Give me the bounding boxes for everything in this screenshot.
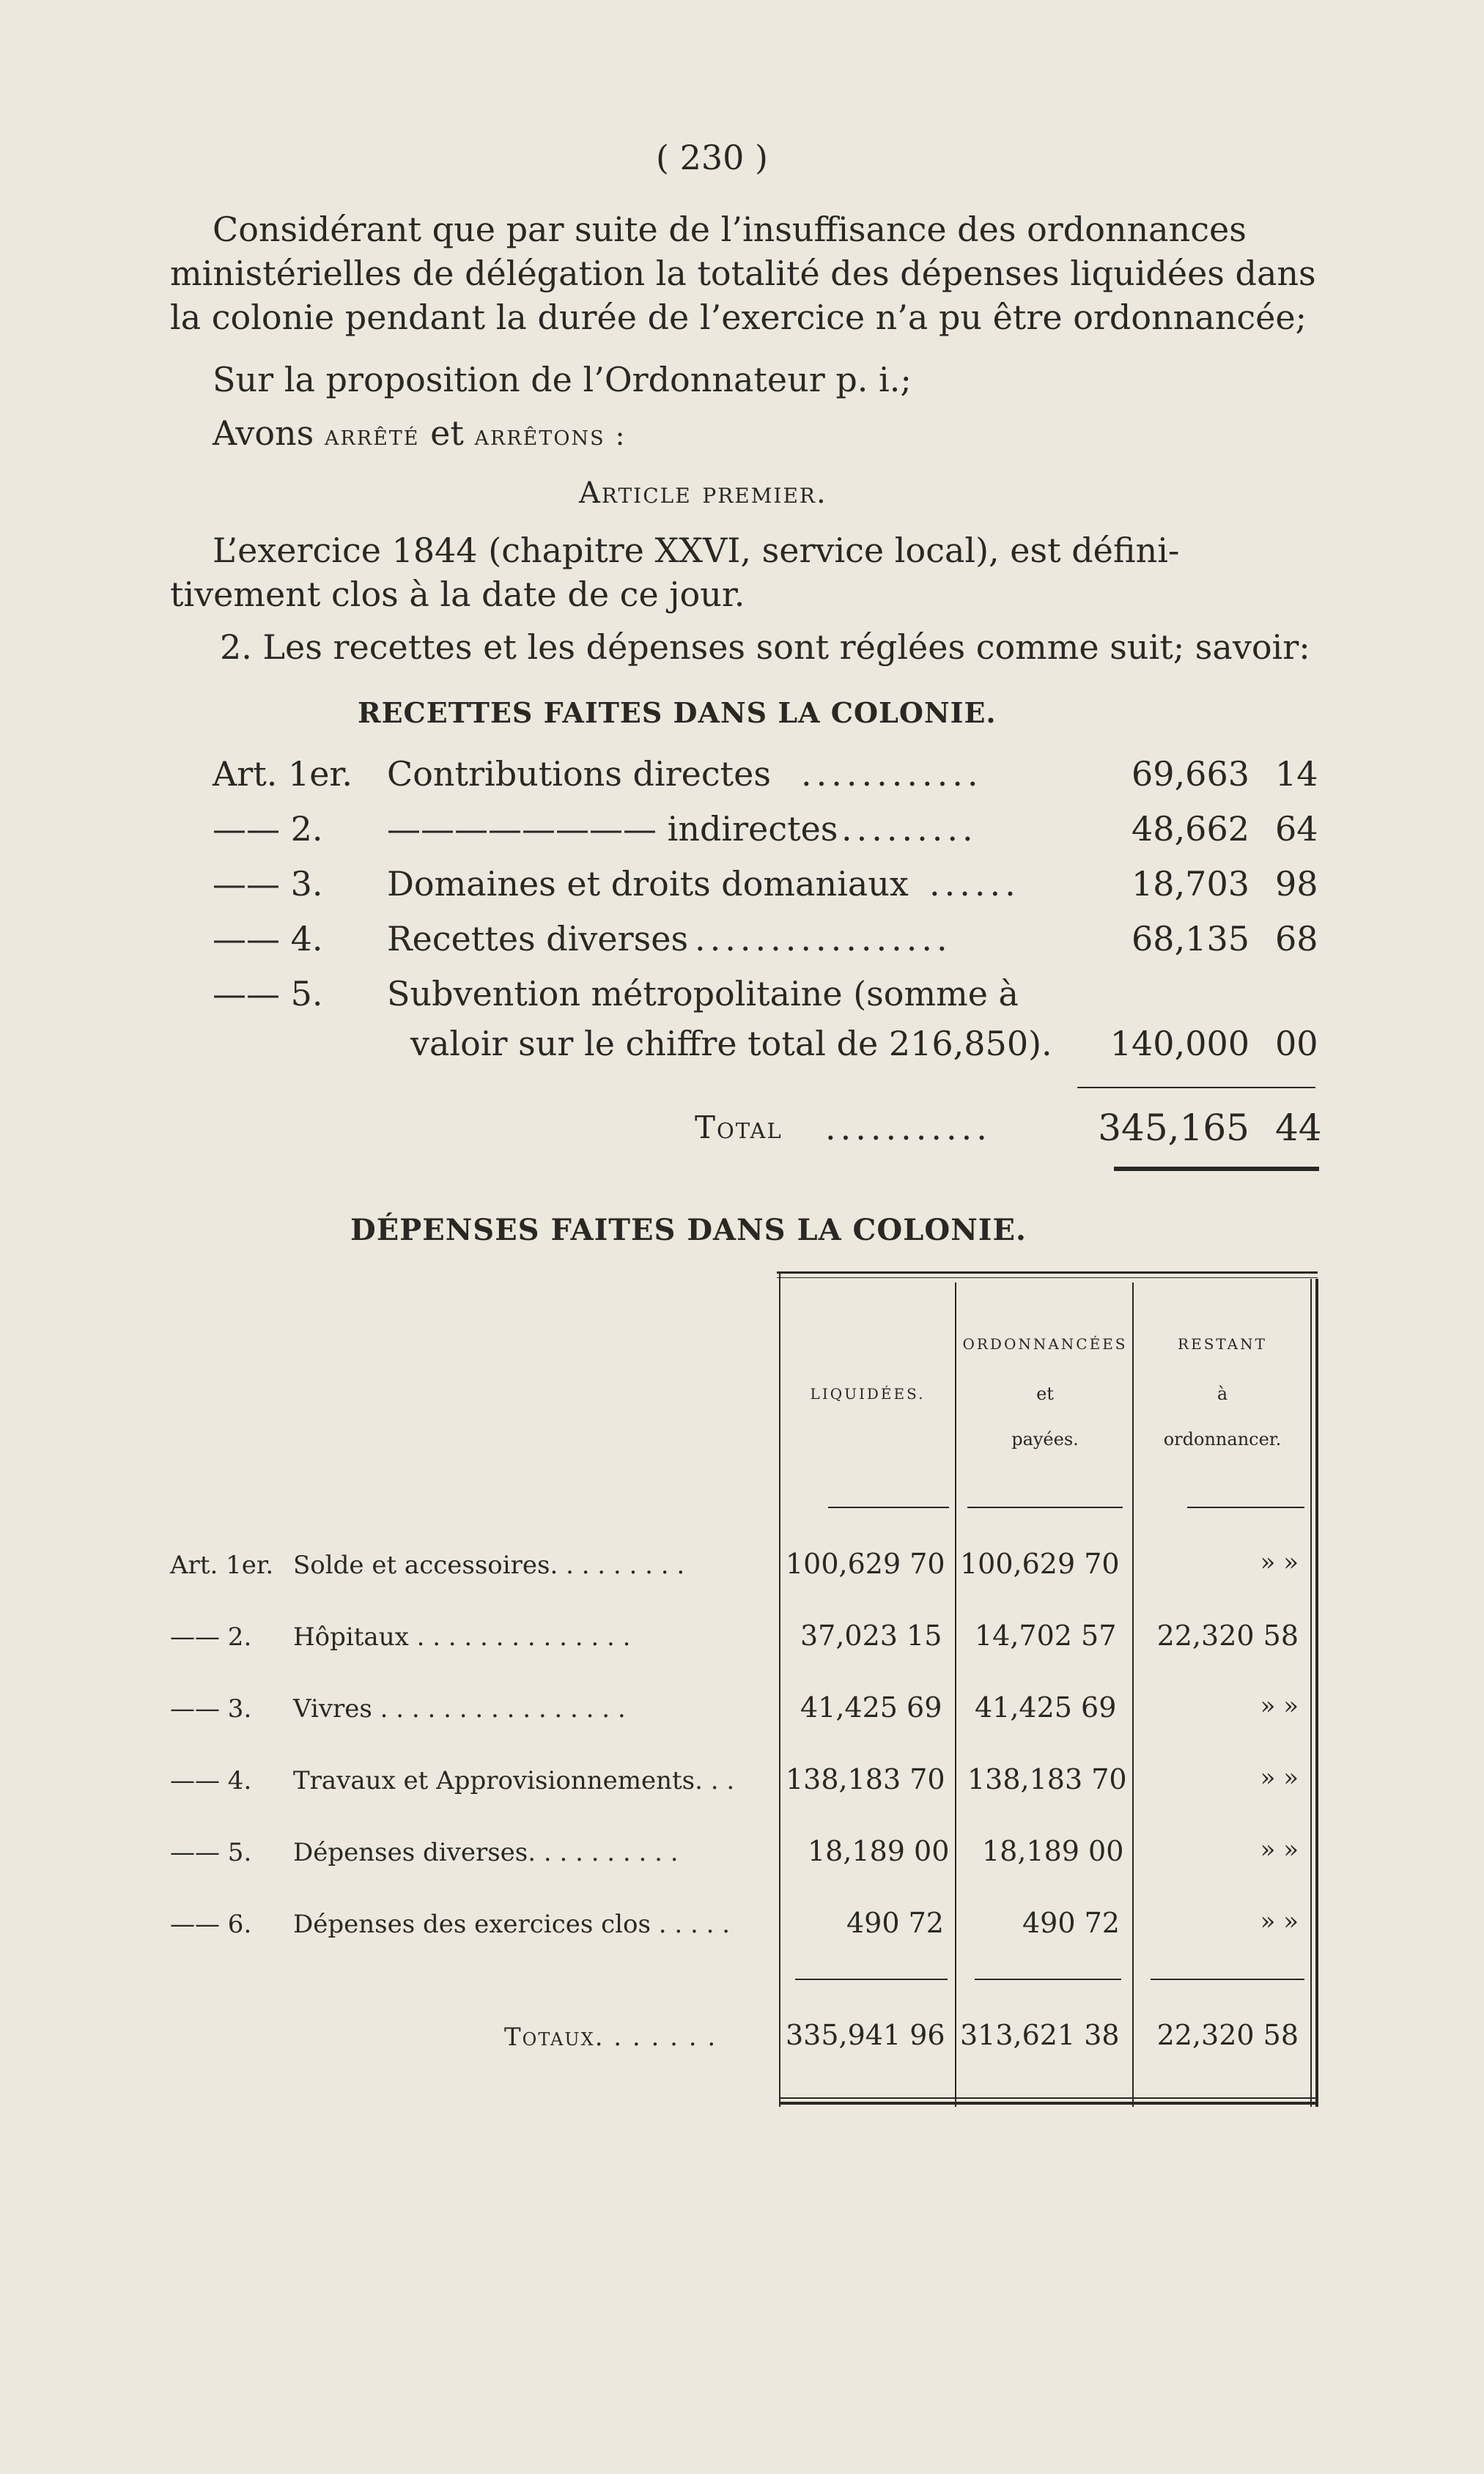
recette-label: Contributions directes [387, 754, 771, 794]
depense-restant: » » [1260, 1835, 1299, 1864]
recette-prefix: —— 4. [213, 919, 323, 959]
col-restant-header-3: ordonnancer. [1163, 1429, 1282, 1450]
recettes-total-amount: 345,165 [1098, 1107, 1249, 1149]
recette-label-continued: valoir sur le chiffre total de 216,850). [410, 1024, 1052, 1063]
recette-dots: ...... [929, 864, 1020, 904]
proposition-line: Sur la proposition de l’Ordonnateur p. i.; [213, 360, 912, 399]
recette-amount: 140,000 [1110, 1024, 1249, 1063]
depense-liquidees: 100,629 70 [786, 1548, 945, 1580]
depense-ordonnancees: 100,629 70 [960, 1548, 1120, 1580]
depense-prefix: —— 5. [170, 1838, 252, 1867]
recette-label: Subvention métropolitaine (somme à [387, 974, 1019, 1013]
recettes-total-cents: 44 [1275, 1107, 1322, 1149]
depense-restant: 22,320 58 [1156, 1620, 1299, 1652]
col-liquidees-header: LIQUIDÉES. [810, 1385, 926, 1403]
depense-label: Solde et accessoires. . . . . . . . . [293, 1551, 685, 1580]
depense-liquidees: 138,183 70 [786, 1763, 945, 1795]
depense-restant: » » [1260, 1907, 1299, 1936]
recette-cents: 14 [1275, 754, 1318, 794]
depense-prefix: —— 6. [170, 1910, 252, 1939]
recettes-total-double-rule [1114, 1167, 1319, 1171]
recettes-total-rule [1077, 1087, 1315, 1088]
recette-cents: 68 [1275, 919, 1318, 959]
table-bottom-rule [779, 2097, 1318, 2099]
depense-liquidees: 18,189 00 [808, 1835, 950, 1867]
depense-ordonnancees: 14,702 57 [975, 1620, 1117, 1652]
recette-prefix: —— 2. [213, 809, 323, 849]
arretons-word: arrêtons : [474, 419, 627, 451]
recette-label: Domaines et droits domaniaux [387, 864, 909, 904]
header-underline-3 [1187, 1507, 1304, 1508]
table-top-rule-thin [777, 1277, 1318, 1278]
recette-cents: 64 [1275, 809, 1318, 849]
table-col-sep-2 [955, 1282, 956, 2107]
depense-restant: » » [1260, 1763, 1299, 1792]
totals-underline-3 [1151, 1979, 1304, 1980]
exercice-line-2: tivement clos à la date de ce jour. [170, 575, 745, 614]
table-bottom-rule-thick [779, 2102, 1318, 2105]
depenses-total-restant: 22,320 58 [1156, 2019, 1299, 2051]
depense-label: Dépenses diverses. . . . . . . . . . [293, 1838, 679, 1867]
header-underline-2 [967, 1507, 1123, 1508]
depense-ordonnancees: 138,183 70 [967, 1763, 1127, 1795]
recette-prefix: —— 3. [213, 864, 323, 904]
intro-line-3: la colonie pendant la durée de l’exercice n’a pu être ordonnancée; [170, 298, 1307, 337]
depense-prefix: —— 2. [170, 1622, 252, 1652]
depense-label: Travaux et Approvisionnements. . . [293, 1766, 735, 1795]
depense-liquidees: 37,023 15 [800, 1620, 942, 1652]
totals-underline-1 [795, 1979, 948, 1980]
col-restant-header-2: à [1217, 1384, 1228, 1404]
recette-prefix: Art. 1er. [213, 754, 352, 794]
recette-cents: 00 [1275, 1024, 1318, 1063]
table-col-sep-1 [779, 1271, 780, 2107]
depenses-total-ordonnancees: 313,621 38 [960, 2019, 1120, 2051]
depense-ordonnancees: 490 72 [1022, 1907, 1120, 1939]
depense-liquidees: 41,425 69 [800, 1691, 942, 1724]
recette-amount: 68,135 [1132, 919, 1249, 959]
depense-ordonnancees: 41,425 69 [975, 1691, 1117, 1724]
reglement-line: 2. Les recettes et les dépenses sont réglées comme suit; savoir: [220, 627, 1310, 667]
col-ordonnancees-header-2: et [1036, 1384, 1054, 1404]
recette-dots: ............ [801, 754, 983, 794]
recettes-total-label: Total [695, 1109, 783, 1145]
recette-amount: 18,703 [1132, 864, 1249, 904]
header-underline-1 [828, 1507, 949, 1508]
exercice-line-1: L’exercice 1844 (chapitre XXVI, service local), est défini- [213, 531, 1180, 570]
recettes-title: RECETTES FAITES DANS LA COLONIE. [358, 696, 997, 729]
et-word: et [430, 413, 464, 453]
depense-label: Hôpitaux . . . . . . . . . . . . . . [293, 1622, 631, 1652]
recette-amount: 69,663 [1132, 754, 1249, 794]
depense-restant: » » [1260, 1691, 1299, 1721]
depenses-total-label: Totaux. . . . . . . [504, 2023, 717, 2052]
article-title: Article premier. [579, 476, 827, 510]
depense-ordonnancees: 18,189 00 [982, 1835, 1124, 1867]
col-ordonnancees-header-1: ORDONNANCÉES [962, 1335, 1128, 1353]
recettes-total-dots: ........... [825, 1108, 992, 1148]
col-restant-header-1: RESTANT [1178, 1335, 1267, 1353]
col-ordonnancees-header-3: payées. [1011, 1429, 1079, 1450]
table-right-edge-thick [1315, 1279, 1318, 2107]
table-col-sep-3 [1132, 1282, 1134, 2107]
depenses-total-liquidees: 335,941 96 [786, 2019, 945, 2051]
depense-restant: » » [1260, 1548, 1299, 1577]
totals-underline-2 [975, 1979, 1121, 1980]
recette-dots: ................. [695, 919, 952, 959]
depense-prefix: —— 3. [170, 1694, 252, 1724]
intro-line-1: Considérant que par suite de l’insuffisance des ordonnances [213, 210, 1247, 249]
depense-prefix: —— 4. [170, 1766, 252, 1795]
avons-line [213, 410, 626, 458]
page-number: ( 230 ) [656, 138, 768, 177]
recette-prefix: —— 5. [213, 974, 323, 1013]
depense-label: Dépenses des exercices clos . . . . . [293, 1910, 731, 1939]
depense-label: Vivres . . . . . . . . . . . . . . . . [293, 1694, 626, 1724]
arrete-word: arrêté [324, 419, 420, 451]
intro-line-2: ministérielles de délégation la totalité des dépenses liquidées dans [170, 254, 1316, 293]
recette-label: ———————— indirectes [387, 809, 838, 849]
recette-cents: 98 [1275, 864, 1318, 904]
table-right-edge [1310, 1279, 1312, 2107]
depense-liquidees: 490 72 [846, 1907, 944, 1939]
depense-prefix: Art. 1er. [170, 1551, 274, 1580]
recette-dots: ......... [841, 809, 978, 849]
recette-amount: 48,662 [1132, 809, 1249, 849]
depenses-title: DÉPENSES FAITES DANS LA COLONIE. [350, 1213, 1027, 1247]
avons-word: Avons [213, 413, 314, 453]
recette-label: Recettes diverses [387, 919, 689, 959]
table-top-rule [777, 1271, 1318, 1274]
